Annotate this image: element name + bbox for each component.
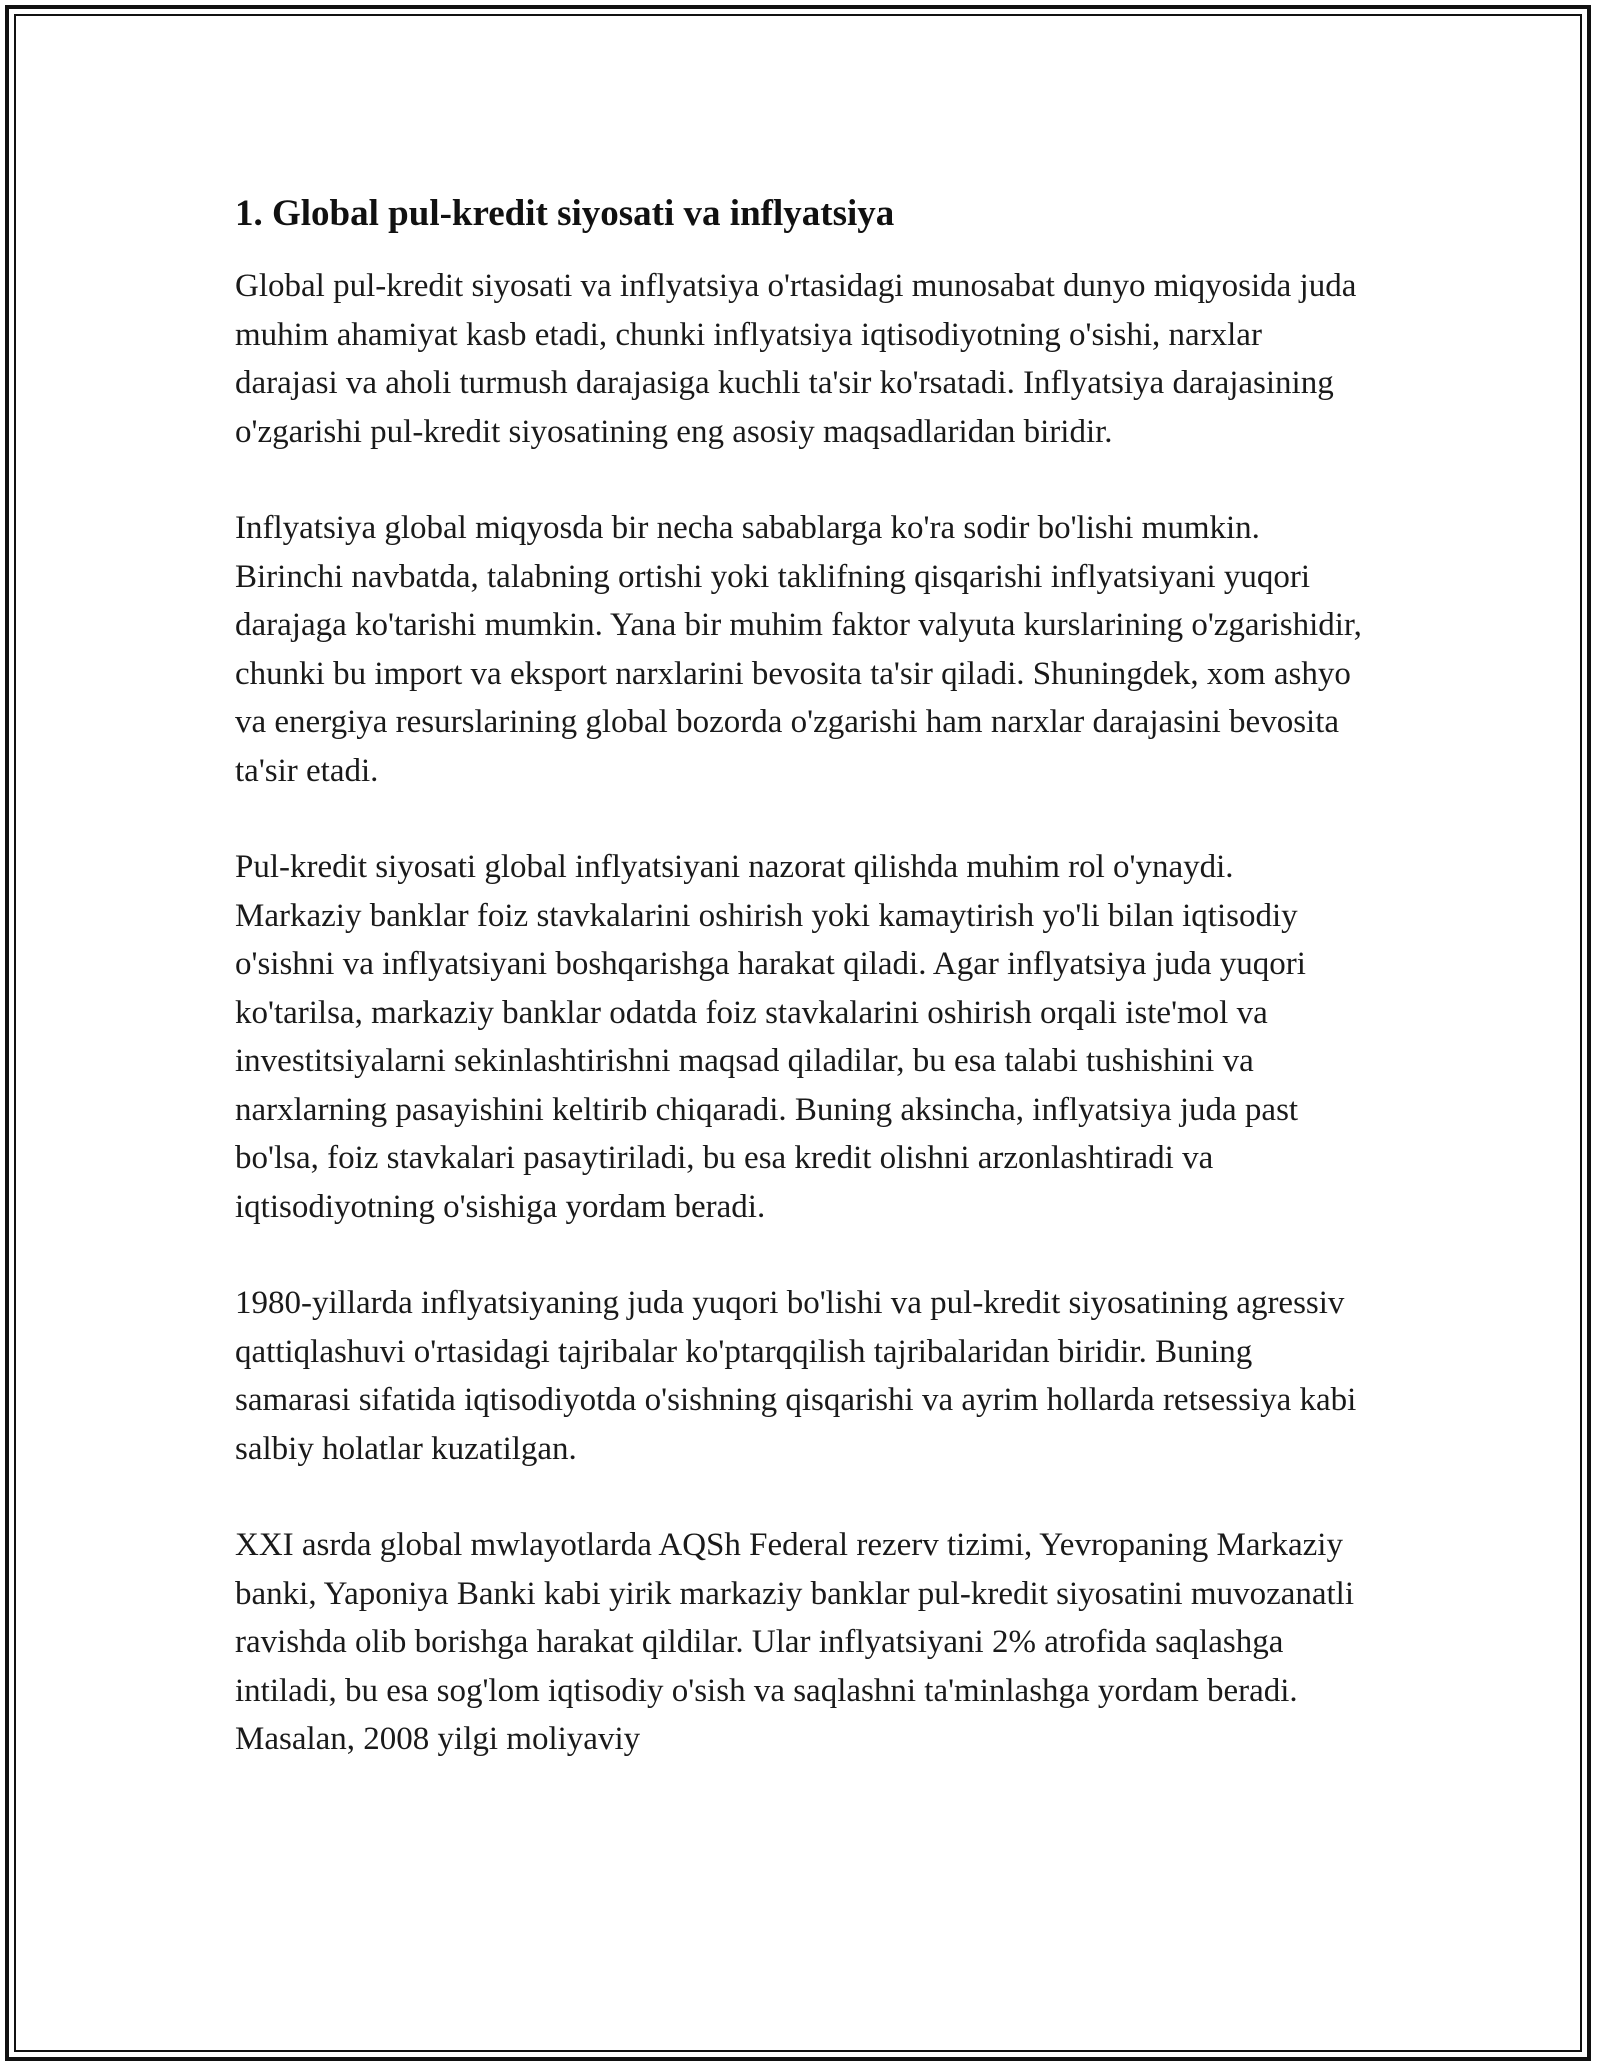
paragraph-2: Inflyatsiya global miqyosda bir necha sabablarga ko'ra sodir bo'lishi mumkin. Birinchi navbatda, talabning ortishi yoki taklifning qisqarishi inflyatsiyani yuqori darajaga ko'tarishi mumkin. Yana bir muhim faktor valyuta kurslarining o'zgarishidir, chunki bu import va eksport narxlarini bevosita ta'sir qiladi. Shuningdek, xom ashyo va energiya resurslarining global bozorda o'zgarishi ham narxlar darajasini bevosita ta'sir etadi. (235, 510, 1362, 789)
paragraph-4: 1980-yillarda inflyatsiyaning juda yuqori bo'lishi va pul-kredit siyosatining agressiv qattiqlashuvi o'rtasidagi tajribalar ko'ptarqqilish tajribalaridan biridir. Buning samarasi sifatida iqtisodiyotda o'sishning qisqarishi va ayrim hollarda retsessiya kabi salbiy holatlar kuzatilgan. (235, 1285, 1357, 1467)
document-body (235, 186, 1365, 1812)
paragraph-3: Pul-kredit siyosati global inflyatsiyani nazorat qilishda muhim rol o'ynaydi. Markaziy banklar foiz stavkalarini oshirish yoki kamaytirish yo'li bilan iqtisodiy o'sishni va inflyatsiyani boshqarishga harakat qiladi. Agar inflyatsiya juda yuqori ko'tarilsa, markaziy banklar odatda foiz stavkalarini oshirish orqali iste'mol va investitsiyalarni sekinlashtirishni maqsad qiladilar, bu esa talabi tushishini va narxlarning pasayishini keltirib chiqaradi. Buning aksincha, inflyatsiya juda past bo'lsa, foiz stavkalari pasaytiriladi, bu esa kredit olishni arzonlashtiradi va iqtisodiyotning o'sishiga yordam beradi. (235, 849, 1306, 1225)
paragraph-1: Global pul-kredit siyosati va inflyatsiya o'rtasidagi munosabat dunyo miqyosida juda muhim ahamiyat kasb etadi, chunki inflyatsiya iqtisodiyotning o'sishi, narxlar darajasi va aholi turmush darajasiga kuchli ta'sir ko'rsatadi. Inflyatsiya darajasining o'zgarishi pul-kredit siyosatining eng asosiy maqsadlaridan biridir. (235, 268, 1357, 450)
section-heading: 1. Global pul-kredit siyosati va inflyatsiya (235, 193, 895, 234)
paragraph-5: XXI asrda global mwlayotlarda AQSh Federal rezerv tizimi, Yevropaning Markaziy banki, Yaponiya Banki kabi yirik markaziy banklar pul-kredit siyosatini muvozanatli ravishda olib borishga harakat qildilar. Ular inflyatsiyani 2% atrofida saqlashga intiladi, bu esa sog'lom iqtisodiy o'sish va saqlashni ta'minlashga yordam beradi. Masalan, 2008 yilgi moliyaviy (235, 1527, 1355, 1757)
